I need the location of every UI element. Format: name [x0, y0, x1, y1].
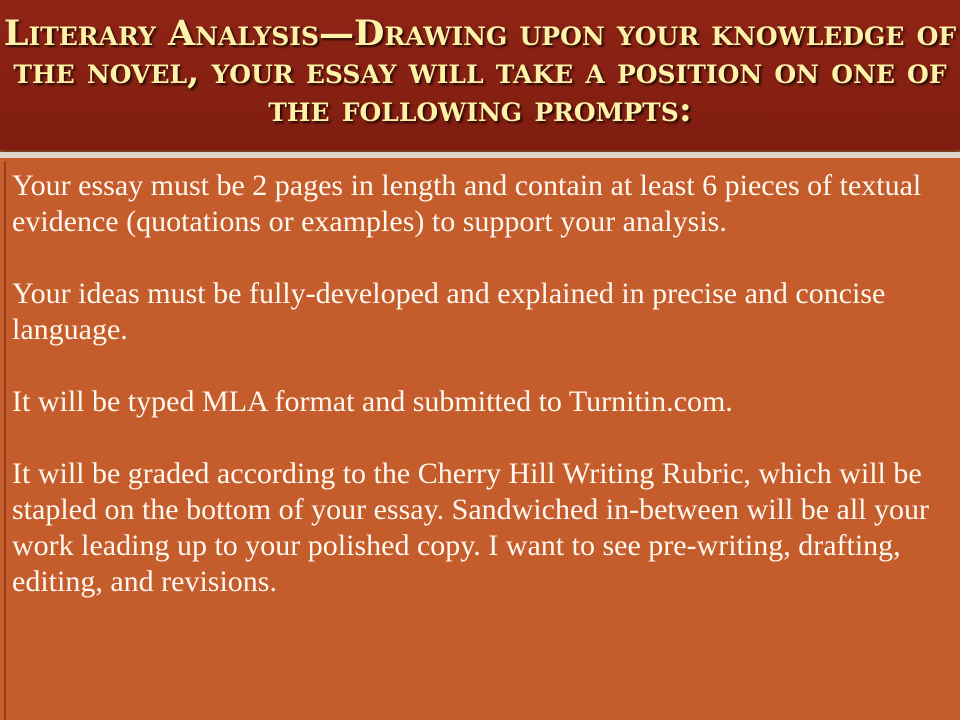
essay-length-requirement: Your essay must be 2 pages in length and contain at least 6 pieces of textual evidence (quotations or examples) to support your analysis. — [12, 169, 922, 238]
idea-development-requirement: Your ideas must be fully-developed and explained in precise and concise language. — [12, 277, 886, 346]
submission-format-requirement: It will be typed MLA format and submitted to Turnitin.com. — [12, 385, 733, 418]
title-divider — [0, 152, 960, 158]
slide-title: Literary Analysis—Drawing upon your knowledge of the novel, your essay will take a position on one of the following prompts: — [3, 13, 957, 130]
grading-requirement: It will be graded according to the Cherry Hill Writing Rubric, which will be stapled on the bottom of your essay. Sandwiched in-between will be all your work leading up to your polished copy. I want to see pre-writing, drafting, editing, and revisions. — [12, 457, 930, 598]
title-bar — [0, 0, 960, 150]
slide-body — [12, 168, 952, 636]
